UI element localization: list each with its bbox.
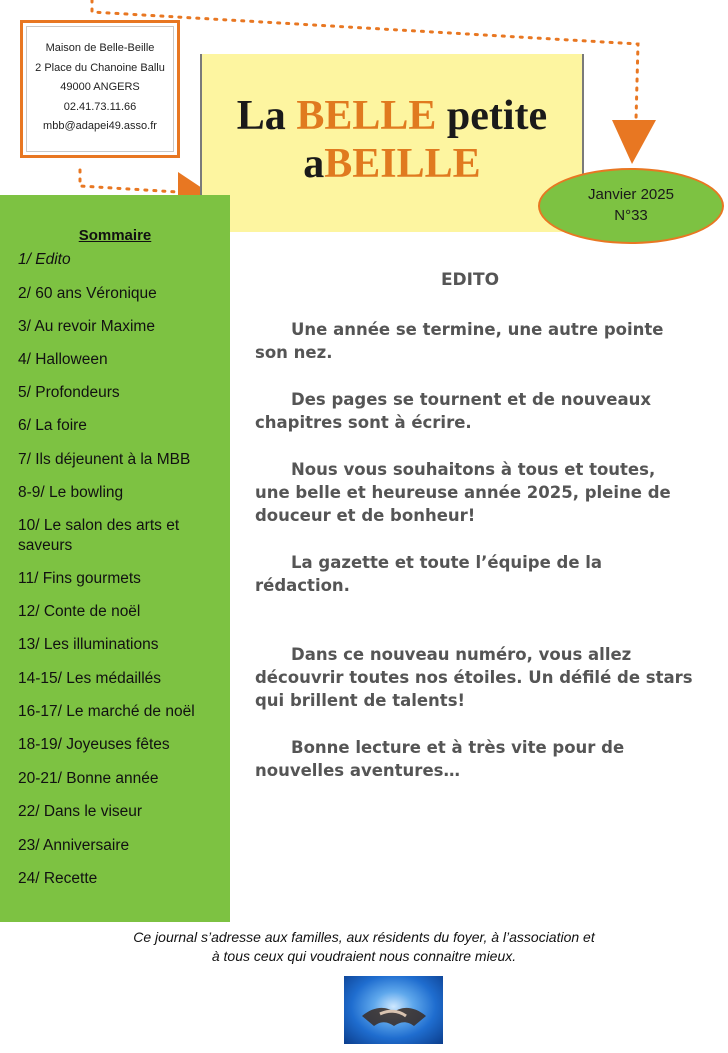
edito-paragraph: La gazette et toute l’équipe de la rédaction.	[255, 553, 603, 595]
edito-paragraph: Dans ce nouveau numéro, vous allez découvrir toutes nos étoiles. Un défilé de stars qui brillent de talents!	[255, 645, 693, 710]
sommaire-heading: Sommaire	[78, 227, 152, 244]
sommaire-item[interactable]: 16-17/ Le marché de noël	[18, 703, 195, 720]
handshake-icon	[344, 976, 443, 1044]
sommaire-item[interactable]: 8-9/ Le bowling	[18, 484, 124, 501]
sommaire-item[interactable]: 5/ Profondeurs	[18, 384, 120, 401]
edito-body	[255, 318, 695, 782]
arrow-down-icon	[612, 120, 656, 164]
sommaire-sidebar	[0, 195, 230, 922]
edito-paragraph: Une année se termine, une autre pointe son nez.	[255, 320, 664, 362]
handshake-image	[344, 976, 443, 1044]
edito-paragraph: Bonne lecture et à très vite pour de nouvelles aventures…	[255, 738, 625, 780]
newsletter-title: La BELLE petite aBEILLE	[236, 93, 548, 187]
sommaire-item[interactable]: 24/ Recette	[18, 870, 98, 887]
sommaire-item[interactable]: 11/ Fins gourmets	[18, 570, 141, 587]
sommaire-item[interactable]: 6/ La foire	[18, 417, 87, 434]
sommaire-item[interactable]: 18-19/ Joyeuses fêtes	[18, 736, 170, 753]
sommaire-list	[18, 250, 223, 889]
sommaire-item[interactable]: 20-21/ Bonne année	[18, 770, 159, 787]
sommaire-item[interactable]: 10/ Le salon des arts et saveurs	[18, 517, 180, 554]
footer-note	[40, 928, 688, 966]
sommaire-item[interactable]: 23/ Anniversaire	[18, 837, 130, 854]
phone-number: 02.41.73.11.66	[63, 100, 137, 113]
sommaire-item[interactable]: 4/ Halloween	[18, 351, 108, 368]
issue-badge	[538, 168, 724, 244]
edito-heading: EDITO	[440, 270, 500, 290]
address-line: 49000 ANGERS	[60, 81, 140, 93]
edito-paragraph: Des pages se tournent et de nouveaux chapitres sont à écrire.	[255, 390, 652, 432]
sommaire-item[interactable]: 1/ Edito	[18, 251, 71, 268]
sommaire-item[interactable]: 14-15/ Les médaillés	[18, 670, 162, 687]
sommaire-item[interactable]: 12/ Conte de noël	[18, 603, 141, 620]
sommaire-item[interactable]: 3/ Au revoir Maxime	[18, 318, 155, 335]
footer-line: à tous ceux qui voudraient nous connaitre mieux.	[211, 948, 517, 964]
address-box	[20, 20, 180, 158]
title-banner	[200, 54, 584, 232]
address-line: Maison de Belle-Beille	[45, 42, 155, 54]
sommaire-item[interactable]: 13/ Les illuminations	[18, 636, 159, 653]
issue-number: N°33	[614, 207, 648, 224]
footer-line: Ce journal s’adresse aux familles, aux résidents du foyer, à l’association et	[133, 929, 595, 945]
email-address[interactable]: mbb@adapei49.asso.fr	[43, 120, 157, 132]
address-line: 2 Place du Chanoine Ballu	[35, 61, 165, 74]
issue-date: Janvier 2025	[588, 186, 674, 203]
sommaire-item[interactable]: 22/ Dans le viseur	[18, 803, 143, 820]
edito-paragraph: Nous vous souhaitons à tous et toutes, une belle et heureuse année 2025, pleine de douceur et de bonheur!	[255, 460, 671, 525]
sommaire-item[interactable]: 2/ 60 ans Véronique	[18, 285, 157, 302]
sommaire-item[interactable]: 7/ Ils déjeunent à la MBB	[18, 451, 191, 468]
